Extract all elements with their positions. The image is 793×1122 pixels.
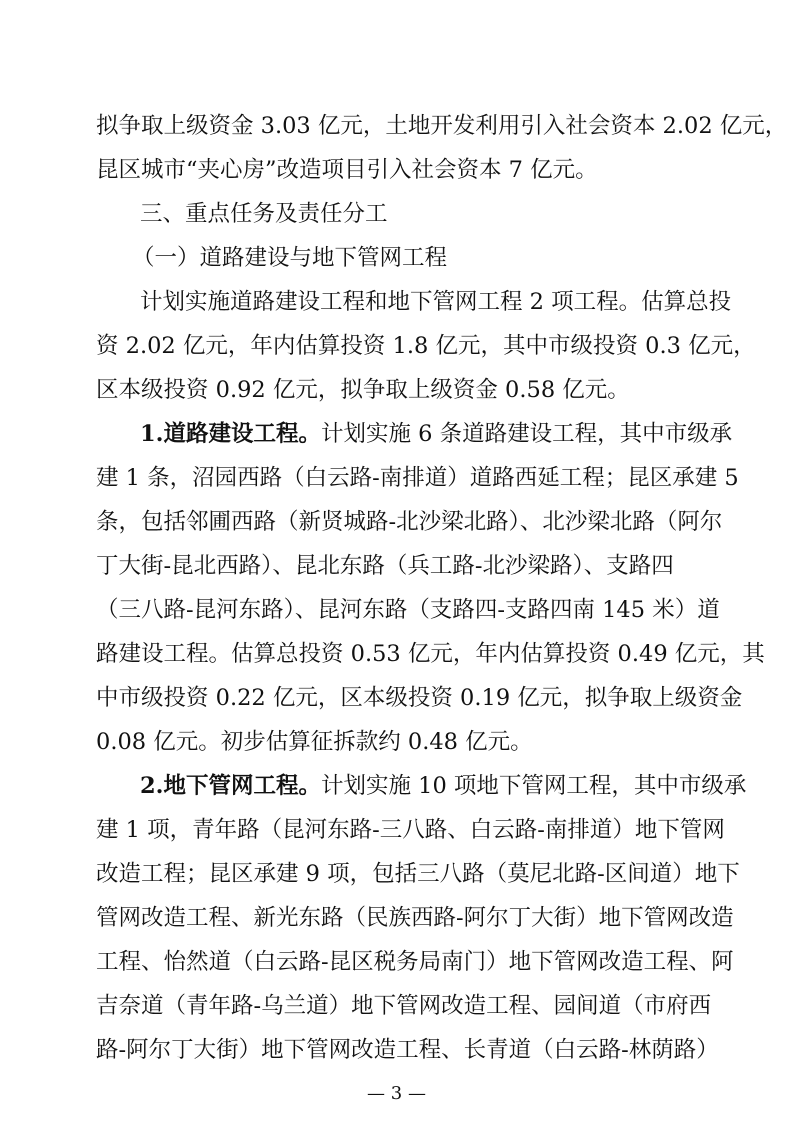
subsection-heading: （一）道路建设与地下管网工程	[132, 245, 448, 271]
item-heading-road: 1.道路建设工程。	[140, 421, 321, 447]
page-number: — 3 —	[367, 1083, 426, 1104]
text-line-12: （三八路-昆河东路）、昆河东路（支路四-支路四南 145 米）道	[96, 597, 720, 623]
text-line-18: 改造工程；昆区承建 9 项，包括三八路（莫尼北路-区间道）地下	[96, 861, 740, 887]
text-line-16	[140, 771, 746, 801]
item-text-pipe: 计划实施 10 项地下管网工程，其中市级承	[321, 773, 747, 799]
text-line-5: 计划实施道路建设工程和地下管网工程 2 项工程。估算总投	[140, 289, 732, 315]
text-line-17: 建 1 项，青年路（昆河东路-三八路、白云路-南排道）地下管网	[96, 817, 725, 843]
text-line-20: 工程、怡然道（白云路-昆区税务局南门）地下管网改造工程、阿	[96, 949, 734, 975]
text-line-9: 建 1 条，沼园西路（白云路-南排道）道路西延工程；昆区承建 5	[96, 465, 739, 491]
text-line-13: 路建设工程。估算总投资 0.53 亿元，年内估算投资 0.49 亿元，其	[96, 641, 765, 667]
text-line-21: 吉奈道（青年路-乌兰道）地下管网改造工程、园间道（市府西	[96, 993, 712, 1019]
text-line-10: 条，包括邻圃西路（新贤城路-北沙梁北路）、北沙梁北路（阿尔	[96, 509, 723, 535]
item-text-road: 计划实施 6 条道路建设工程，其中市级承	[321, 421, 733, 447]
text-line-11: 丁大街-昆北西路）、昆北东路（兵工路-北沙梁路）、支路四	[96, 553, 674, 579]
text-line-15: 0.08 亿元。初步估算征拆款约 0.48 亿元。	[96, 729, 533, 755]
text-line-8	[140, 419, 732, 449]
text-line-2: 昆区城市“夹心房”改造项目引入社会资本 7 亿元。	[96, 157, 598, 183]
text-line-22: 路-阿尔丁大街）地下管网改造工程、长青道（白云路-林荫路）	[96, 1037, 719, 1063]
text-line-14: 中市级投资 0.22 亿元，区本级投资 0.19 亿元，拟争取上级资金	[96, 685, 743, 711]
section-heading: 三、重点任务及责任分工	[140, 201, 388, 227]
item-heading-pipe: 2.地下管网工程。	[140, 773, 321, 799]
text-line-6: 资 2.02 亿元，年内估算投资 1.8 亿元，其中市级投资 0.3 亿元，	[96, 333, 756, 359]
text-line-7: 区本级投资 0.92 亿元，拟争取上级资金 0.58 亿元。	[96, 377, 630, 403]
text-line-19: 管网改造工程、新光东路（民族西路-阿尔丁大街）地下管网改造	[96, 905, 734, 931]
text-line-1: 拟争取上级资金 3.03 亿元，土地开发利用引入社会资本 2.02 亿元，	[96, 113, 788, 139]
